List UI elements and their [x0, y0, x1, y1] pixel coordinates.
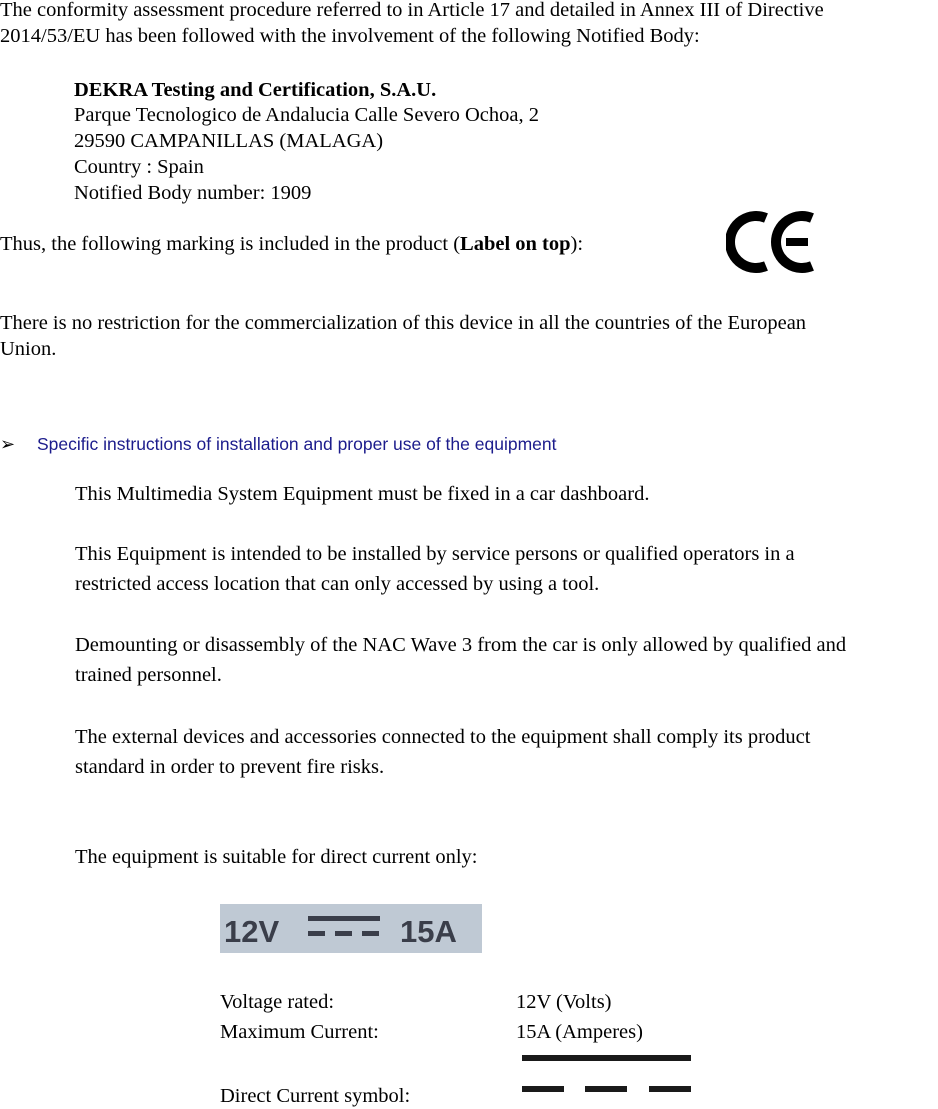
rating-label-image	[220, 904, 482, 953]
notified-body-number: Notified Body number: 1909	[74, 182, 312, 204]
notified-body-address-1: Parque Tecnologico de Andalucia Calle Severo Ochoa, 2	[74, 104, 539, 126]
rating-label-voltage: 12V	[224, 914, 280, 949]
instruction-paragraph-4-line-1: The external devices and accessories connected to the equipment shall comply its product	[75, 726, 811, 748]
direct-current-label: Direct Current symbol:	[220, 1085, 411, 1107]
rating-dc-dash-2	[335, 931, 352, 936]
instruction-paragraph-2-line-1: This Equipment is intended to be installed by service persons or qualified operators in a	[75, 543, 795, 565]
intro-line-1: The conformity assessment procedure referred to in Article 17 and detailed in Annex III of Directive	[0, 0, 824, 21]
instruction-paragraph-1: This Multimedia System Equipment must be fixed in a car dashboard.	[75, 483, 650, 505]
instruction-paragraph-3-line-1: Demounting or disassembly of the NAC Wave 3 from the car is only allowed by qualified and	[75, 634, 847, 656]
instruction-paragraph-3-line-2: trained personnel.	[75, 664, 222, 686]
instruction-paragraph-4-line-2: standard in order to prevent fire risks.	[75, 756, 385, 778]
marking-sentence	[0, 232, 583, 256]
instruction-paragraph-2-line-2: restricted access location that can only accessed by using a tool.	[75, 573, 600, 595]
rating-dc-dash-3	[362, 931, 379, 936]
restriction-line-1: There is no restriction for the commercialization of this device in all the countries of the European	[0, 312, 807, 334]
voltage-rated-value: 12V (Volts)	[516, 991, 612, 1013]
direct-current-symbol-icon	[522, 1052, 692, 1094]
ce-mark-icon	[726, 204, 818, 280]
instruction-paragraph-5: The equipment is suitable for direct current only:	[75, 846, 478, 868]
section-heading: Specific instructions of installation and proper use of the equipment	[37, 434, 557, 454]
maximum-current-label: Maximum Current:	[220, 1021, 379, 1043]
rating-dc-solid-line	[308, 916, 380, 921]
arrow-bullet-icon: ➢	[0, 434, 16, 454]
notified-body-name: DEKRA Testing and Certification, S.A.U.	[74, 79, 437, 101]
rating-dc-dash-1	[308, 931, 325, 936]
marking-bold-label: Label on top	[460, 233, 571, 255]
rating-label-current: 15A	[400, 914, 457, 949]
maximum-current-value: 15A (Amperes)	[516, 1021, 643, 1043]
voltage-rated-label: Voltage rated:	[220, 991, 335, 1013]
notified-body-address-2: 29590 CAMPANILLAS (MALAGA)	[74, 130, 384, 152]
notified-body-country: Country : Spain	[74, 156, 204, 178]
intro-line-2: 2014/53/EU has been followed with the involvement of the following Notified Body:	[0, 25, 700, 47]
marking-suffix: ):	[570, 233, 584, 255]
restriction-line-2: Union.	[0, 338, 57, 360]
marking-prefix: Thus, the following marking is included in the product (	[0, 233, 461, 255]
